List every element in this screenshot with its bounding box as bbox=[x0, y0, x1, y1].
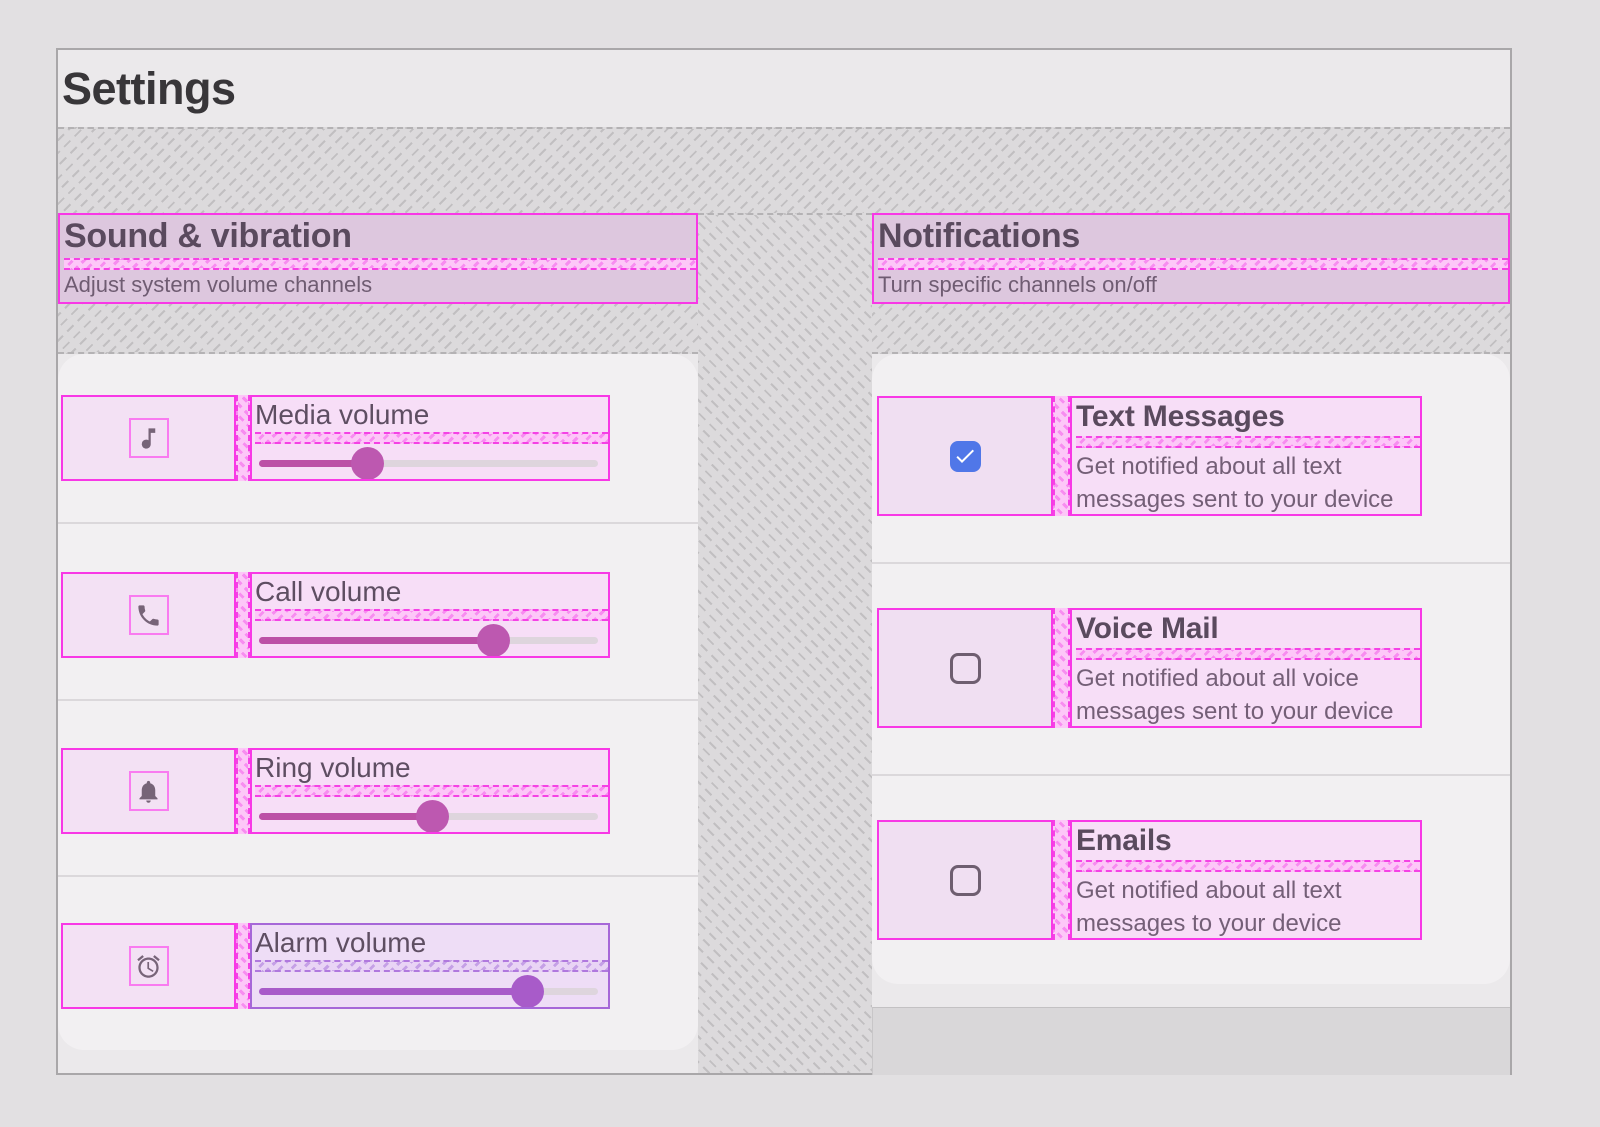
padding-strip bbox=[1053, 396, 1070, 516]
padding-strip bbox=[1053, 608, 1070, 728]
emails-content bbox=[1070, 820, 1422, 940]
voice-mail-checkbox[interactable] bbox=[950, 653, 981, 684]
sound-section-title: Sound & vibration bbox=[64, 217, 352, 255]
emails-checkbox[interactable] bbox=[950, 865, 981, 896]
media-volume-content bbox=[250, 395, 610, 481]
padding-strip bbox=[1053, 820, 1070, 940]
row-divider bbox=[58, 699, 698, 701]
row-divider bbox=[872, 774, 1510, 776]
alarm-clock-icon bbox=[129, 946, 169, 986]
padding-strip bbox=[255, 785, 608, 797]
slider-thumb[interactable] bbox=[416, 800, 449, 833]
slider-fill bbox=[259, 637, 493, 644]
text-messages-description: Get notified about all text messages sent to your device bbox=[1076, 453, 1394, 513]
sound-column bbox=[58, 213, 698, 1073]
alarm-volume-row bbox=[61, 923, 610, 1009]
voice-mail-label: Voice Mail bbox=[1076, 612, 1219, 645]
sound-section-subtitle: Adjust system volume channels bbox=[64, 272, 373, 297]
slider-fill bbox=[259, 988, 527, 995]
text-messages-row[interactable] bbox=[877, 396, 1422, 516]
padding-strip bbox=[236, 748, 250, 834]
padding-strip bbox=[236, 923, 250, 1009]
media-volume-slider[interactable] bbox=[259, 446, 598, 480]
voice-mail-description: Get notified about all voice messages sent to your device bbox=[1076, 665, 1394, 725]
column-gutter-spacer bbox=[698, 213, 872, 1073]
ring-volume-label: Ring volume bbox=[255, 752, 411, 783]
mid-hatch-spacer bbox=[58, 304, 698, 354]
settings-window bbox=[56, 48, 1512, 1075]
text-messages-checkbox[interactable] bbox=[950, 441, 981, 472]
checkmark-icon bbox=[953, 444, 977, 468]
header-padding-strip bbox=[878, 258, 1508, 270]
notifications-section-title: Notifications bbox=[878, 217, 1080, 255]
row-divider bbox=[872, 562, 1510, 564]
header-padding-strip bbox=[64, 258, 696, 270]
music-note-icon bbox=[129, 418, 169, 458]
sound-card bbox=[58, 354, 698, 1050]
phone-icon bbox=[129, 595, 169, 635]
slider-fill bbox=[259, 813, 432, 820]
top-hatch-spacer bbox=[58, 127, 1510, 213]
alarm-volume-label: Alarm volume bbox=[255, 927, 427, 958]
slider-thumb[interactable] bbox=[511, 975, 544, 1008]
padding-strip bbox=[1076, 648, 1420, 660]
voice-mail-row[interactable] bbox=[877, 608, 1422, 728]
notifications-section-subtitle: Turn specific channels on/off bbox=[878, 272, 1157, 297]
section-header-notifications bbox=[872, 213, 1510, 304]
emails-row[interactable] bbox=[877, 820, 1422, 940]
title-bar bbox=[58, 50, 1510, 127]
call-volume-row bbox=[61, 572, 610, 658]
row-divider bbox=[58, 875, 698, 877]
padding-strip bbox=[255, 432, 608, 444]
alarm-volume-slider[interactable] bbox=[259, 974, 598, 1008]
call-volume-slider[interactable] bbox=[259, 623, 598, 657]
notifications-column bbox=[872, 213, 1510, 1073]
padding-strip bbox=[1076, 436, 1420, 448]
emails-description: Get notified about all text messages to your device bbox=[1076, 877, 1342, 937]
media-volume-label: Media volume bbox=[255, 399, 430, 430]
call-icon-cell bbox=[61, 572, 236, 658]
padding-strip bbox=[236, 572, 250, 658]
text-messages-checkbox-cell bbox=[877, 396, 1053, 516]
alarm-icon-cell bbox=[61, 923, 236, 1009]
section-header-sound bbox=[58, 213, 698, 304]
media-icon-cell bbox=[61, 395, 236, 481]
row-divider bbox=[58, 522, 698, 524]
bell-icon bbox=[129, 771, 169, 811]
slider-thumb[interactable] bbox=[477, 624, 510, 657]
padding-strip bbox=[255, 609, 608, 621]
padding-strip bbox=[255, 960, 608, 972]
ring-icon-cell bbox=[61, 748, 236, 834]
media-volume-row bbox=[61, 395, 610, 481]
emails-label: Emails bbox=[1076, 824, 1172, 857]
text-messages-content bbox=[1070, 396, 1422, 516]
padding-strip bbox=[236, 395, 250, 481]
empty-footer-region bbox=[872, 1007, 1510, 1075]
call-volume-content bbox=[250, 572, 610, 658]
voice-mail-content bbox=[1070, 608, 1422, 728]
ring-volume-slider[interactable] bbox=[259, 799, 598, 833]
notifications-card bbox=[872, 354, 1510, 984]
slider-thumb[interactable] bbox=[351, 447, 384, 480]
text-messages-label: Text Messages bbox=[1076, 400, 1285, 433]
ring-volume-content bbox=[250, 748, 610, 834]
emails-checkbox-cell bbox=[877, 820, 1053, 940]
voice-mail-checkbox-cell bbox=[877, 608, 1053, 728]
padding-strip bbox=[1076, 860, 1420, 872]
ring-volume-row bbox=[61, 748, 610, 834]
mid-hatch-spacer bbox=[872, 304, 1510, 354]
alarm-volume-content bbox=[250, 923, 610, 1009]
call-volume-label: Call volume bbox=[255, 576, 402, 607]
page-title: Settings bbox=[62, 63, 236, 114]
